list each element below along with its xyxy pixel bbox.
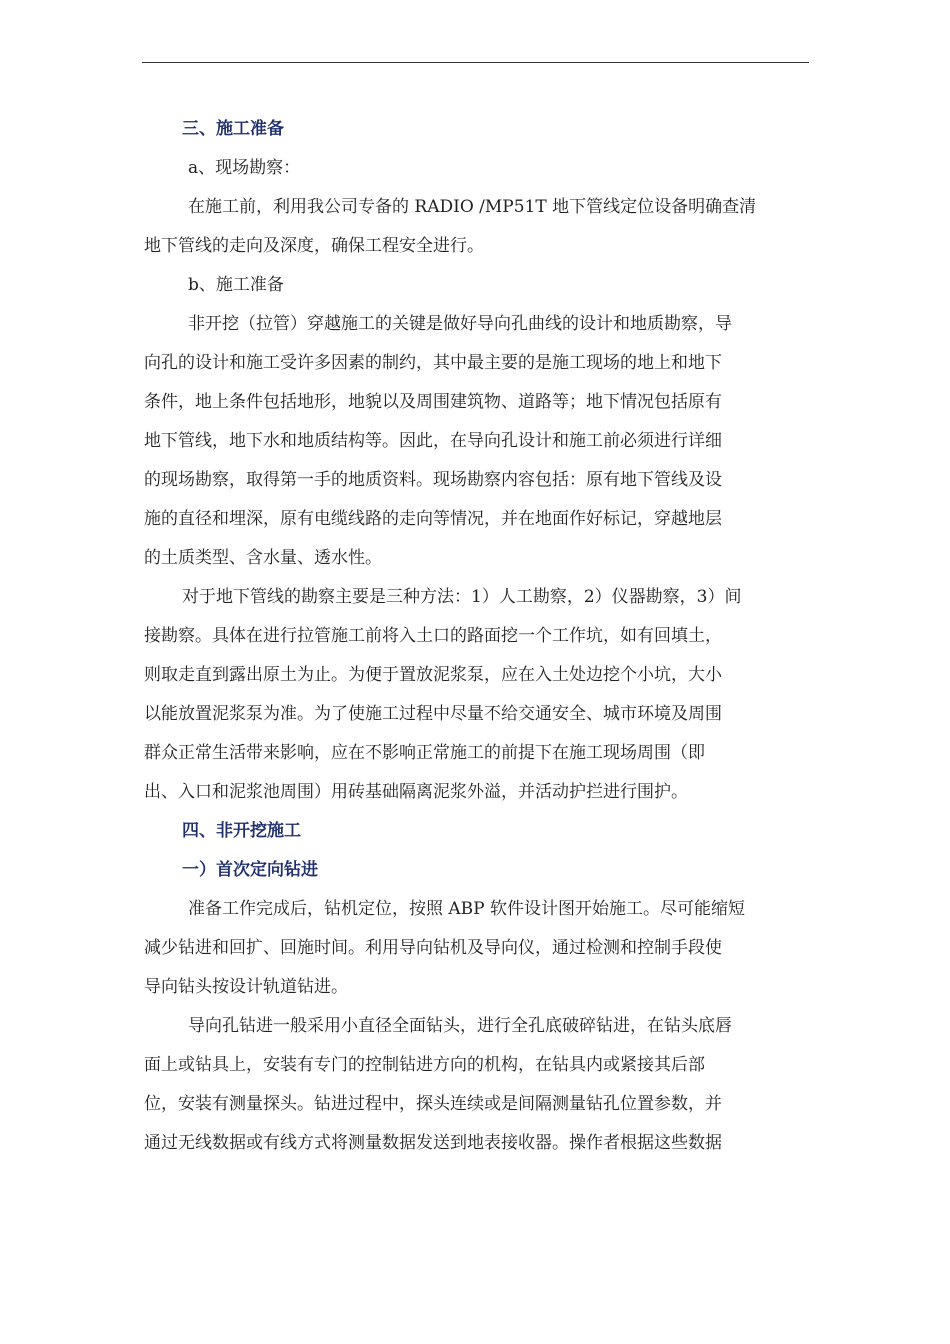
- paragraph-line: 群众正常生活带来影响，应在不影响正常施工的前提下在施工现场周围（即: [144, 743, 705, 763]
- paragraph-line: 减少钻进和回扩、回施时间。利用导向钻机及导向仪，通过检测和控制手段使: [144, 938, 722, 958]
- paragraph-line: 则取走直到露出原土为止。为便于置放泥浆泵，应在入土处边挖个小坑，大小: [144, 665, 722, 685]
- subsection-label: b、施工准备: [188, 275, 284, 295]
- paragraph-line: 准备工作完成后，钻机定位，按照 ABP 软件设计图开始施工。尽可能缩短: [188, 899, 746, 919]
- paragraph-line: 导向孔钻进一般采用小直径全面钻头，进行全孔底破碎钻进，在钻头底唇: [188, 1016, 732, 1036]
- paragraph-line: 地下管线，地下水和地质结构等。因此，在导向孔设计和施工前必须进行详细: [144, 431, 722, 451]
- paragraph-line: 导向钻头按设计轨道钻进。: [144, 977, 348, 997]
- paragraph-line: 向孔的设计和施工受许多因素的制约，其中最主要的是施工现场的地上和地下: [144, 353, 722, 373]
- paragraph: [144, 1007, 808, 1163]
- paragraph: [144, 188, 808, 266]
- paragraph: [144, 578, 808, 812]
- paragraph: [144, 305, 808, 578]
- paragraph-line: 非开挖（拉管）穿越施工的关键是做好导向孔曲线的设计和地质勘察，导: [188, 314, 732, 334]
- paragraph-line: 的现场勘察，取得第一手的地质资料。现场勘察内容包括：原有地下管线及设: [144, 470, 722, 490]
- paragraph-line: 通过无线数据或有线方式将测量数据发送到地表接收器。操作者根据这些数据: [144, 1133, 722, 1153]
- section-heading: 三、施工准备: [182, 119, 284, 139]
- paragraph-line: 在施工前，利用我公司专备的 RADIO /MP51T 地下管线定位设备明确查清: [188, 197, 757, 217]
- paragraph-line: 地下管线的走向及深度，确保工程安全进行。: [144, 236, 484, 256]
- paragraph: [144, 890, 808, 1007]
- section-heading: 一）首次定向钻进: [182, 860, 318, 880]
- paragraph-line: 接勘察。具体在进行拉管施工前将入土口的路面挖一个工作坑，如有回填土，: [144, 626, 722, 646]
- paragraph-line: 的土质类型、含水量、透水性。: [144, 548, 382, 568]
- paragraph-line: 位，安装有测量探头。钻进过程中，探头连续或是间隔测量钻孔位置参数，并: [144, 1094, 722, 1114]
- paragraph-line: 面上或钻具上，安装有专门的控制钻进方向的机构，在钻具内或紧接其后部: [144, 1055, 705, 1075]
- paragraph-line: 条件，地上条件包括地形，地貌以及周围建筑物、道路等；地下情况包括原有: [144, 392, 722, 412]
- section-heading: 四、非开挖施工: [182, 821, 301, 841]
- subsection-label: a、现场勘察：: [188, 158, 301, 178]
- paragraph-line: 对于地下管线的勘察主要是三种方法：1）人工勘察，2）仪器勘察，3）间: [182, 587, 742, 607]
- document-body: [144, 110, 808, 1163]
- paragraph-line: 施的直径和埋深，原有电缆线路的走向等情况，并在地面作好标记，穿越地层: [144, 509, 722, 529]
- header-rule: [142, 62, 809, 63]
- paragraph-line: 以能放置泥浆泵为准。为了使施工过程中尽量不给交通安全、城市环境及周围: [144, 704, 722, 724]
- paragraph-line: 出、入口和泥浆池周围）用砖基础隔离泥浆外溢，并活动护拦进行围护。: [144, 782, 688, 802]
